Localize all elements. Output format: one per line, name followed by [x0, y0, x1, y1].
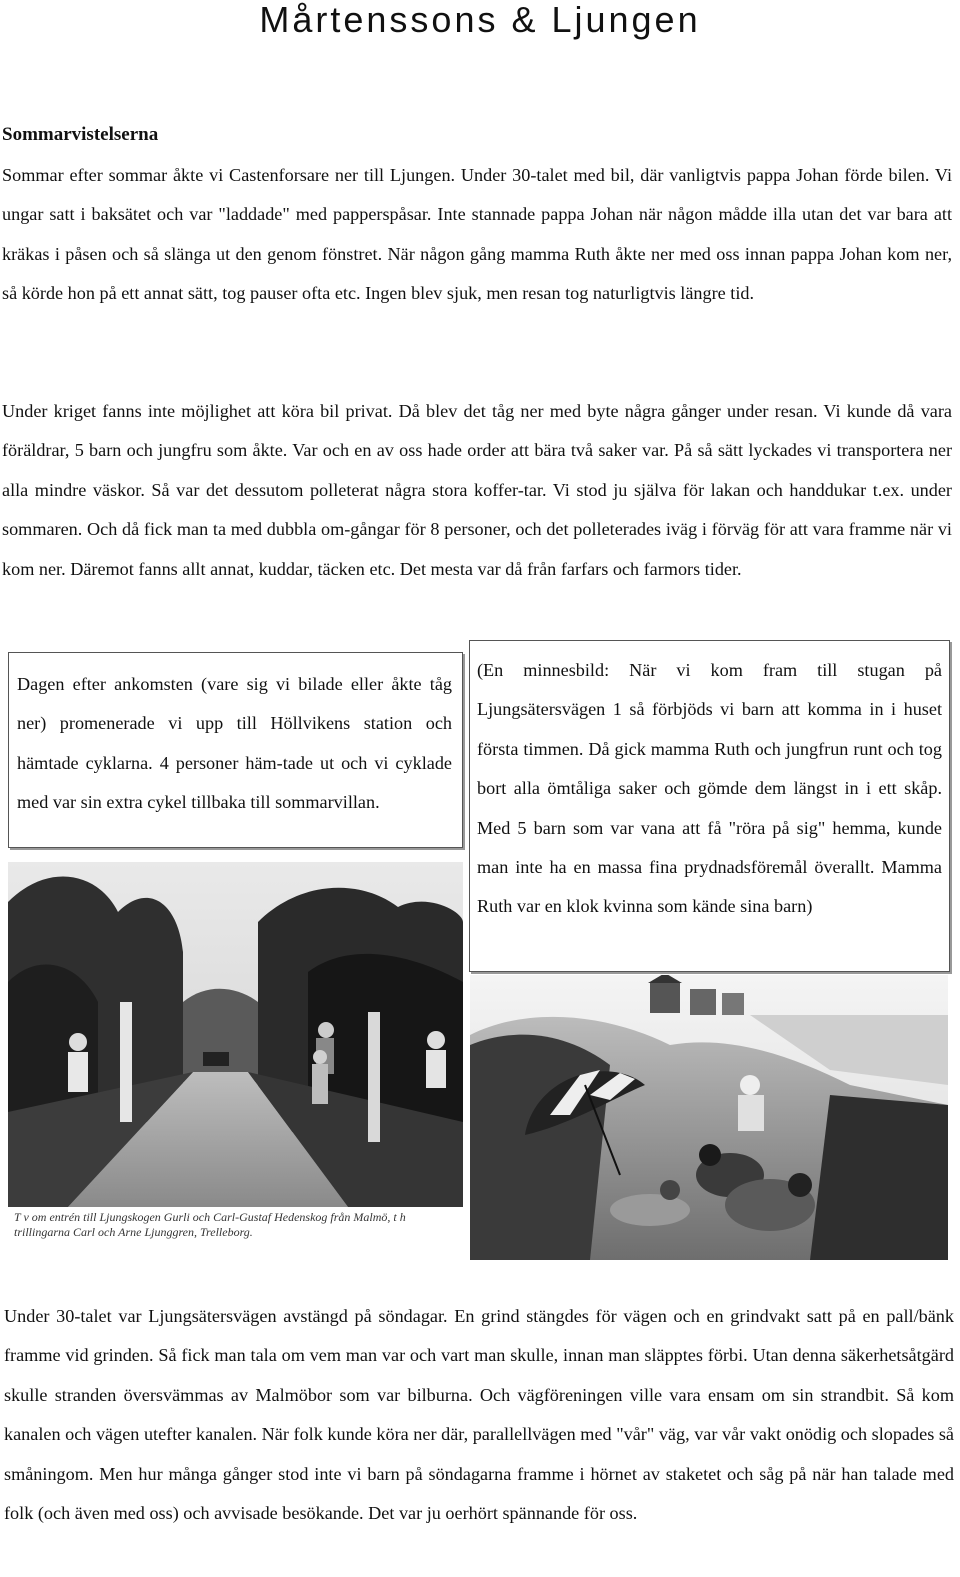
paragraph-travel-by-car: Sommar efter sommar åkte vi Castenforsare ner till Ljungen. Under 30-talet med bil, där vanligtvis pappa Johan förde bilen. Vi ungar satt i baksätet och var "laddade" med papperspåsar. Inte stannade pappa Johan när någon mådde illa utan det var bara att kräkas i påsen och så slänga ut den genom fönstret. När någon gång mamma Ruth åkte ner med oss innan pappa Johan kom ner, så körde hon på ett annat sätt, tog pauser ofta etc. Ingen blev sjuk, men resan tog naturligtvis längre tid. — [2, 165, 952, 304]
photo-ljungskogen-entrance — [8, 862, 463, 1252]
text-box-memory — [469, 640, 950, 972]
text-box-bicycles — [8, 652, 463, 848]
page-title: Mårtenssons & Ljungen — [259, 0, 701, 40]
photo-beach-scene-image — [470, 975, 948, 1260]
paragraph-travel-by-train: Under kriget fanns inte möjlighet att köra bil privat. Då blev det tåg ner med byte några gånger under resan. Vi kunde då vara föräldrar, 5 barn och jungfru som åkte. Var och en av oss hade order att bära två saker var. På så sätt lyckades vi transportera ner alla mindre väskor. Så var det dessutom polleterat några stora koffer-tar. Vi stod ju själva för lakan och handdukar t.ex. under sommaren. Och då fick man ta med dubbla om-gångar för 8 personer, och det polleterades iväg i förväg för att vara framme när vi kom ner. Däremot fanns allt annat, kuddar, täcken etc. Det mesta var då från farfars och farmors tider. — [2, 401, 952, 579]
photo-beach-scene — [470, 975, 948, 1260]
section-heading: Sommarvistelserna — [2, 124, 159, 145]
paragraph-road-gate: Under 30-talet var Ljungsätersvägen avstängd på söndagar. En grind stängdes för vägen och en grindvakt satt på en pall/bänk framme vid grinden. Så fick man tala om vem man var och vart man skulle, innan man släpptes förbi. Utan denna säkerhetsåtgärd skulle stranden översvämmas av Malmöbor som var bilburna. Och vägföreningen ville vara ensam om sin strandbit. Så kom kanalen och vägen utefter kanalen. När folk kunde köra ner där, parallellvägen med "vår" väg, var vår vakt onödig och slopades så småningom. Men hur många gånger stod inte vi barn på söndagarna framme i hörnet av staketet och såg på när han talade med folk (och även med oss) och avvisade besökande. Det var ju oerhört spännande för oss. — [4, 1306, 954, 1524]
photo-ljungskogen-caption: T v om entrén till Ljungskogen Gurli och Carl-Gustaf Hedenskog från Malmö, t h trillingarna Carl och Arne Ljunggren, Trelleborg. — [14, 1210, 406, 1239]
photo-ljungskogen-entrance-image — [8, 862, 463, 1207]
text-box-bicycles-text: Dagen efter ankomsten (vare sig vi bilade eller åkte tåg ner) promenerade vi upp till Höllvikens station och hämtade cyklarna. 4 personer häm-tade ut och vi cyklade med var sin extra cykel tillbaka till sommarvillan. — [17, 674, 452, 813]
text-box-memory-text: (En minnesbild: När vi kom fram till stugan på Ljungsätersvägen 1 så förbjöds vi barn att komma in i huset första timmen. Då gick mamma Ruth och jungfrun runt och tog bort alla ömtåliga saker och gömde dem längst in i ett skåp. Med 5 barn som var vana att få "röra på sig" hemma, kunde man inte ha en massa fina prydnadsföremål överallt. Mamma Ruth var en klok kvinna som kände sina barn) — [477, 660, 942, 917]
